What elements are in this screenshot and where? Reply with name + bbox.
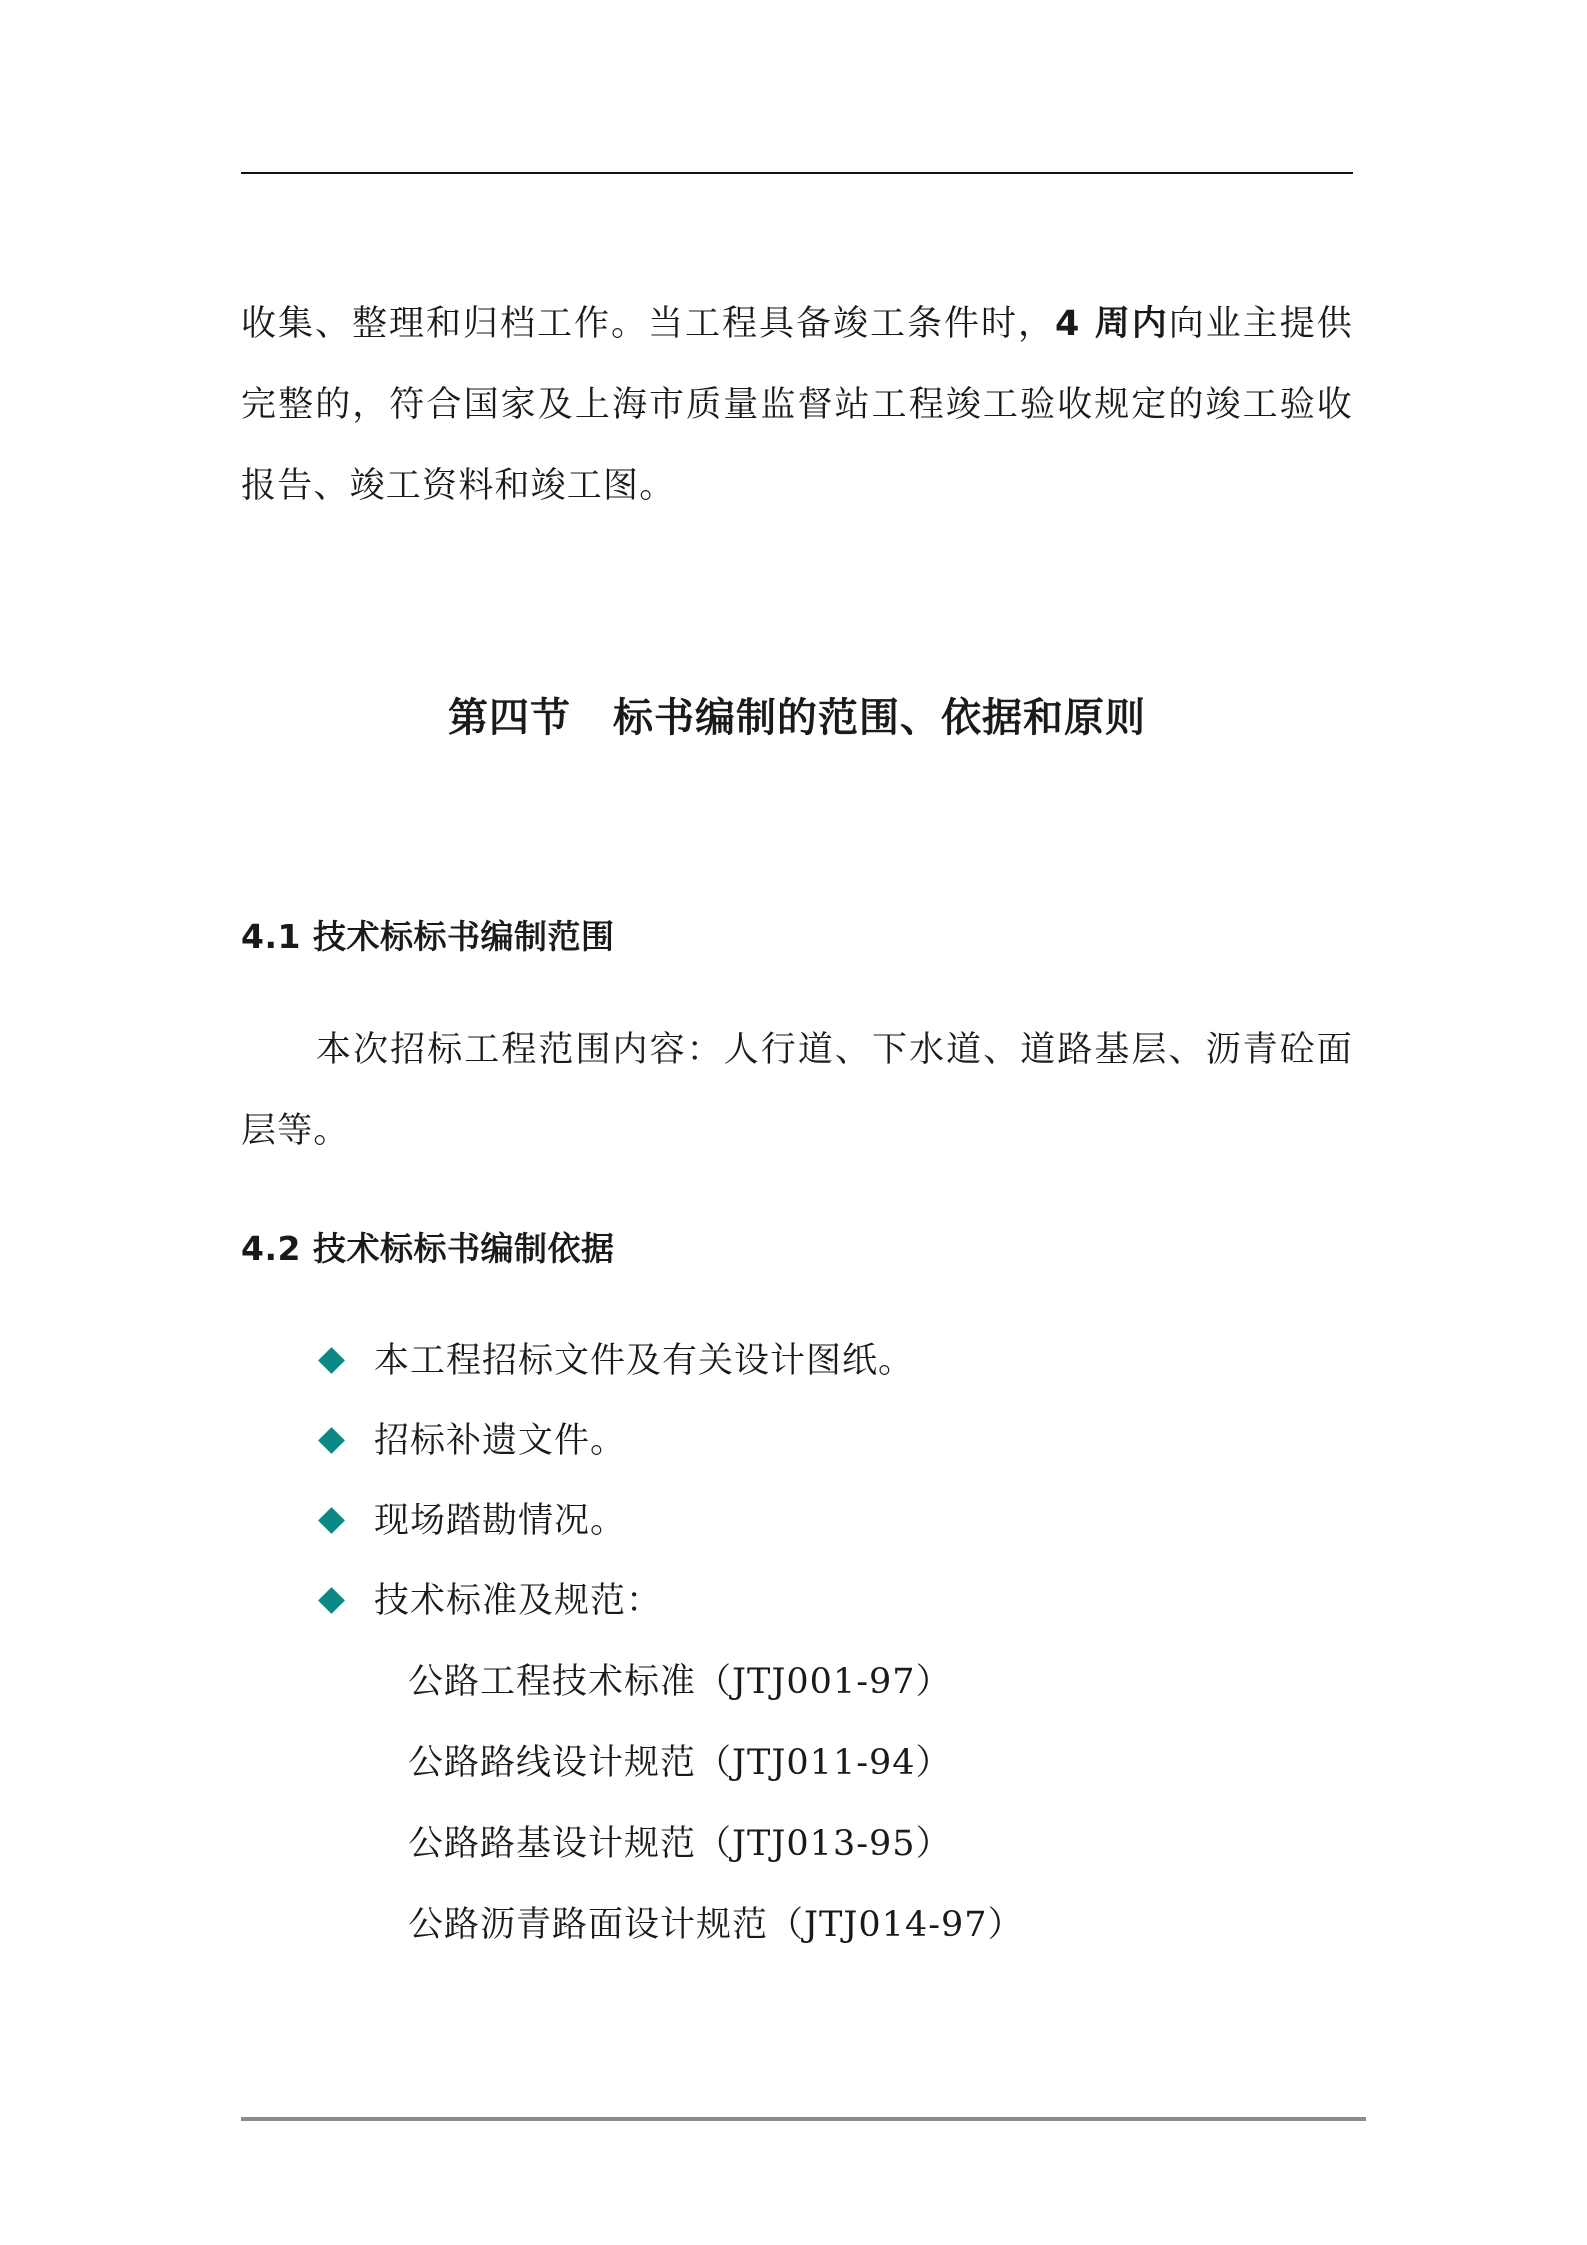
- paragraph-closing: [241, 284, 1353, 527]
- list-item-text: 技术标准及规范：: [374, 1581, 663, 1621]
- section-number: 第四节: [448, 695, 571, 741]
- paragraph-text-before: 收集、整理和归档工作。当工程具备竣工条件时，: [241, 304, 1056, 344]
- diamond-bullet-icon: [318, 1347, 345, 1374]
- standard-item: 公路沥青路面设计规范（JTJ014-97）: [408, 1905, 1024, 1945]
- header-rule: [241, 172, 1353, 174]
- section-title: [241, 686, 1353, 743]
- scope-paragraph: 本次招标工程范围内容：人行道、下水道、道路基层、沥青砼面层等。: [241, 1030, 1353, 1151]
- standard-item: 公路工程技术标准（JTJ001-97）: [408, 1662, 952, 1702]
- bold-duration: 4 周内: [1055, 304, 1169, 344]
- list-item: [318, 1481, 914, 1561]
- list-item: [318, 1561, 914, 1641]
- standard-item: 公路路基设计规范（JTJ013-95）: [408, 1824, 952, 1864]
- list-item: [318, 1401, 914, 1481]
- standards-list: [408, 1642, 1024, 1966]
- section-name: 标书编制的范围、依据和原则: [613, 695, 1146, 741]
- list-item-text: 现场踏勘情况。: [374, 1501, 627, 1541]
- diamond-bullet-icon: [318, 1427, 345, 1454]
- subheading-basis: 4.2 技术标标书编制依据: [241, 1229, 615, 1268]
- list-item: [318, 1321, 914, 1401]
- standard-item: 公路路线设计规范（JTJ011-94）: [408, 1743, 952, 1783]
- diamond-bullet-icon: [318, 1587, 345, 1614]
- list-item-text: 招标补遗文件。: [374, 1421, 627, 1461]
- paragraph-text-after: 向业主提供完整的，符合国家及上海市质量监督站工程竣工验收规定的竣工验收报告、竣工资料和竣工图。: [241, 304, 1353, 506]
- basis-list: [318, 1321, 914, 1641]
- footer-rule: [241, 2117, 1366, 2121]
- diamond-bullet-icon: [318, 1507, 345, 1534]
- list-item-text: 本工程招标文件及有关设计图纸。: [374, 1341, 915, 1381]
- subheading-scope: 4.1 技术标标书编制范围: [241, 917, 615, 956]
